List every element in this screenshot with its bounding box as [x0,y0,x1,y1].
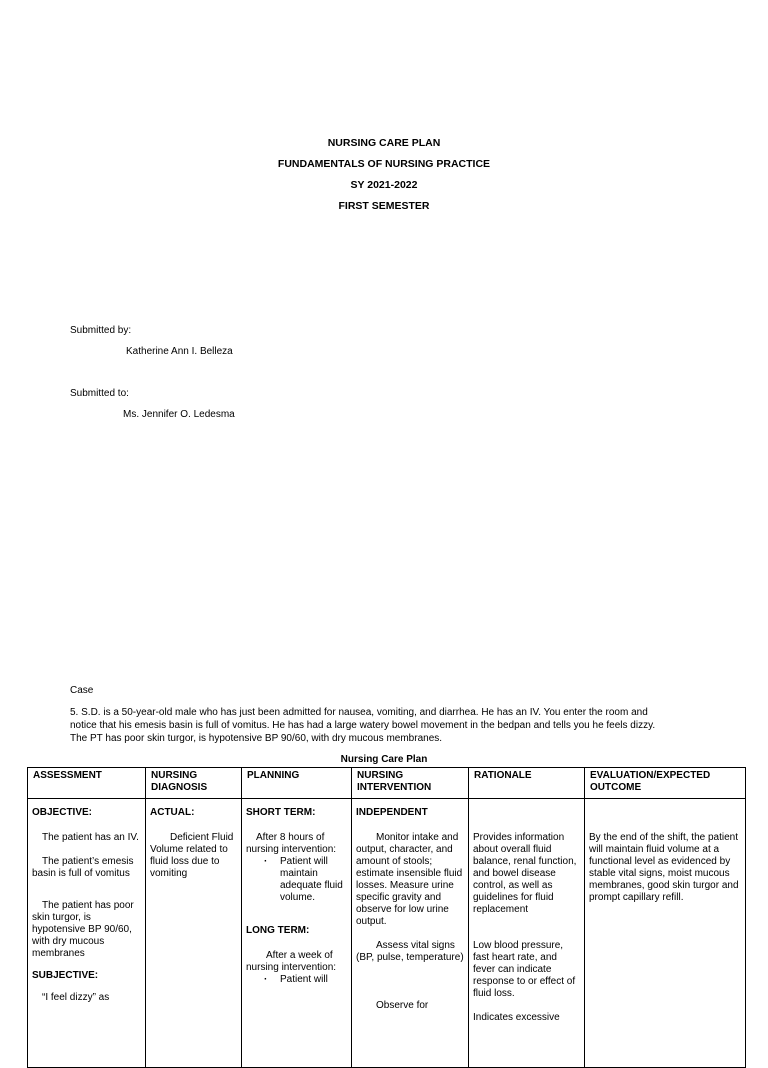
long-term-intro: After a week of nursing intervention: [246,950,337,973]
rationale-item: Indicates excessive [473,1012,560,1023]
header-rationale: RATIONALE [469,768,585,799]
short-term-goal: · Patient will maintain adequate fluid volume. [280,856,347,904]
submitted-to-name: Ms. Jennifer O. Ledesma [123,409,235,420]
submitted-to-label: Submitted to: [70,388,129,399]
intervention-item: Assess vital signs (BP, pulse, temperature) [356,940,464,963]
long-term-goal: · Patient will [280,974,347,986]
table-row [28,799,746,1068]
header-evaluation: EVALUATION/EXPECTED OUTCOME [585,768,746,799]
intervention-item: Observe for [376,1000,429,1011]
long-term-goals [246,974,347,986]
rationale-item: Provides information about overall fluid balance, renal function, and bowel disease control, as well as guidelines for fluid replacement [473,832,577,915]
intervention-item: Monitor intake and output, character, and amount of stools; estimate insensible fluid losses. Measure urine specific gravity and observe for low urine output. [356,832,463,927]
school-year-line: SY 2021-2022 [350,179,418,191]
case-line: notice that his emesis basin is full of vomitus. He has had a large watery bowel movement in the bedpan and tells you he feels dizzy. [70,720,656,731]
nursing-care-plan-table [27,767,746,1068]
assessment-item: The patient has poor skin turgor, is hypotensive BP 90/60, with dry mucous membranes [32,900,134,959]
subjective-heading: SUBJECTIVE: [32,970,99,981]
short-term-intro: After 8 hours of nursing intervention: [246,832,337,855]
case-description [70,706,720,745]
header-planning: PLANNING [242,768,352,799]
diagnosis-cell [146,799,242,1068]
rationale-cell [469,799,585,1068]
long-term-heading: LONG TERM: [246,925,310,936]
table-caption: Nursing Care Plan [340,754,428,765]
case-label: Case [70,685,94,696]
header-assessment: ASSESSMENT [28,768,146,799]
independent-heading: INDEPENDENT [356,807,428,818]
submitted-by-label: Submitted by: [70,325,132,336]
evaluation-cell [585,799,746,1068]
assessment-item: The patient’s emesis basin is full of vomitus [32,856,134,879]
objective-heading: OBJECTIVE: [32,807,93,818]
submitted-by-name: Katherine Ann I. Belleza [126,346,233,357]
planning-cell [242,799,352,1068]
document-title-block [0,137,768,221]
case-line: The PT has poor skin turgor, is hypotensive BP 90/60, with dry mucous membranes. [70,733,443,744]
header-nursing-diagnosis: NURSING DIAGNOSIS [146,768,242,799]
header-nursing-intervention: NURSING INTERVENTION [352,768,469,799]
rationale-item: Low blood pressure, fast heart rate, and fever can indicate response to or effect of fluid loss. [473,940,576,999]
assessment-item: The patient has an IV. [42,832,139,843]
case-line: 5. S.D. is a 50-year-old male who has just been admitted for nausea, vomiting, and diarrhea. He has an IV. You enter the room and [70,707,648,718]
subjective-quote: “I feel dizzy” as [42,992,110,1003]
assessment-cell [28,799,146,1068]
short-term-heading: SHORT TERM: [246,807,316,818]
evaluation-text: By the end of the shift, the patient will maintain fluid volume at a functional level as evidenced by stable vital signs, moist mucous membranes, good skin turgor and prompt capillary refill. [589,832,739,903]
semester-line: FIRST SEMESTER [338,200,430,212]
intervention-cell [352,799,469,1068]
actual-heading: ACTUAL: [150,807,195,818]
diagnosis-text: Deficient Fluid Volume related to fluid loss due to vomiting [150,832,234,879]
table-header-row [28,768,746,799]
course-line: FUNDAMENTALS OF NURSING PRACTICE [277,158,491,170]
short-term-goals [246,856,347,904]
title-line: NURSING CARE PLAN [327,137,441,149]
